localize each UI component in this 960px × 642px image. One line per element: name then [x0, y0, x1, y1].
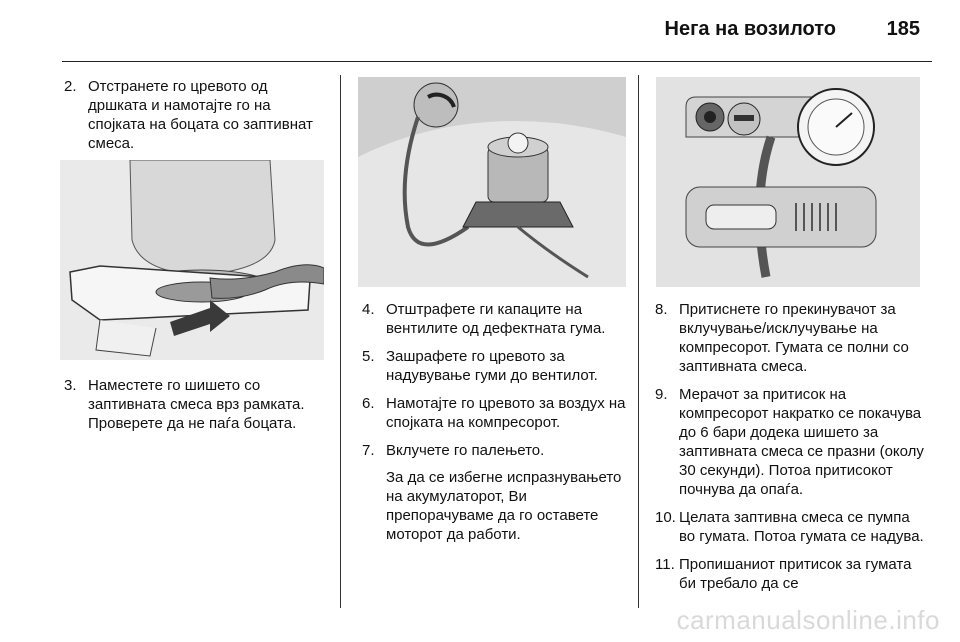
column-2 [362, 300, 632, 544]
step-number: 10. [655, 509, 676, 526]
watermark: carmanualsonline.info [676, 605, 940, 635]
column-3 [655, 300, 925, 593]
step-note: За да се избегне испразнувањето на акумулаторот, Ви препорачуваме да го оставете моторот да работи. [386, 469, 622, 543]
step-text: Пропишаниот притисок за гумата би требало да се [679, 556, 912, 592]
compressor-hose-illustration [358, 77, 626, 287]
step-text: Вклучете го палењето. [386, 442, 545, 459]
page-title: Нега на возилото [664, 18, 836, 40]
step-text: Притиснете го прекинувачот за вклучување/исклучување на компресорот. Гумата се полни со заптивната смеса. [679, 301, 909, 375]
step-text: Отстранете го цревото од дршката и намотајте го на спојката на боцата со заптивнат смеса. [88, 78, 313, 152]
step-3 [64, 376, 330, 433]
column-divider-1 [340, 75, 341, 608]
step-8 [655, 300, 925, 376]
step-number: 9. [655, 386, 668, 403]
step-number: 5. [362, 348, 375, 365]
step-number: 8. [655, 301, 668, 318]
step-6 [362, 394, 632, 432]
header-divider [62, 61, 932, 62]
step-7 [362, 441, 632, 544]
step-text: Намотајте го цревото за воздух на спојката на компресорот. [386, 395, 626, 431]
step-number: 6. [362, 395, 375, 412]
step-4 [362, 300, 632, 338]
step-text: Отштрафете ги капаците на вентилите од дефектната гума. [386, 301, 606, 337]
step-10 [655, 508, 925, 546]
step-2 [64, 77, 330, 153]
step-number: 3. [64, 377, 77, 394]
column-1-lower [64, 376, 330, 433]
compressor-panel-illustration [656, 77, 920, 287]
step-text: Целата заптивна смеса се пумпа во гумата. Потоа гумата се надува. [679, 509, 924, 545]
step-5 [362, 347, 632, 385]
step-9 [655, 385, 925, 499]
step-number: 2. [64, 78, 77, 95]
column-divider-2 [638, 75, 639, 608]
step-number: 7. [362, 442, 375, 459]
step-text: Мерачот за притисок на компресорот накратко се покачува до 6 бари додека шишето за заптивната смеса се празни (околу 30 секунди). Потоа притисокот почнува да опаѓа. [679, 386, 924, 498]
step-text: Наместете го шишето со заптивната смеса врз рамката. Проверете да не паѓа боцата. [88, 377, 305, 432]
sealant-bottle-illustration [60, 160, 324, 360]
step-11 [655, 555, 925, 593]
step-number: 11. [655, 556, 675, 573]
column-1 [64, 77, 330, 153]
step-text: Зашрафете го цревото за надувување гуми до вентилот. [386, 348, 598, 384]
page-number: 185 [886, 18, 920, 40]
step-number: 4. [362, 301, 375, 318]
